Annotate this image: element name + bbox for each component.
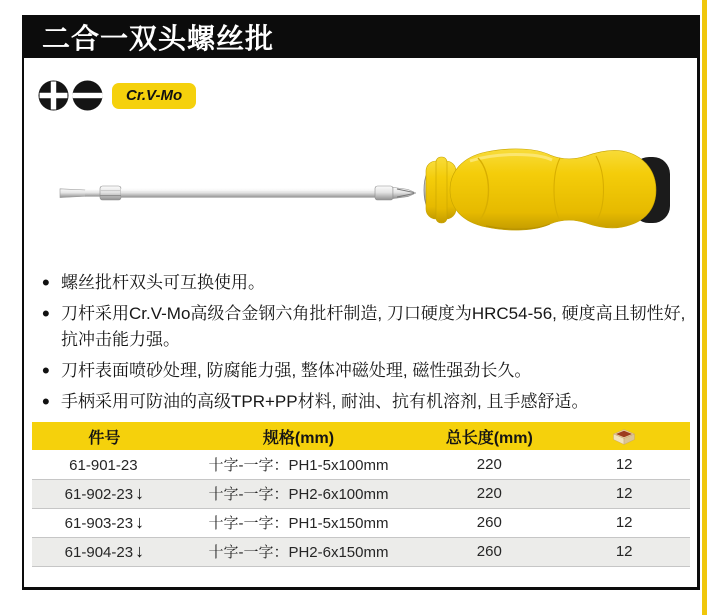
- table-row: [32, 450, 690, 479]
- column-header-length: 总长度(mm): [420, 422, 558, 450]
- spec-table: [32, 422, 690, 567]
- down-arrow-icon: ↓: [135, 483, 145, 503]
- down-arrow-icon: ↓: [135, 512, 145, 532]
- spec-table-header-row: [32, 422, 690, 450]
- drive-symbols-row: [38, 80, 196, 111]
- slotted-head-icon: [72, 80, 103, 111]
- qty-cell: 12: [558, 479, 690, 508]
- material-badge: Cr.V-Mo: [112, 83, 196, 109]
- qty-cell: 12: [558, 450, 690, 479]
- feature-item: • 手柄采用可防油的高级TPR+PP材料, 耐油、抗有机溶剂, 且手感舒适。: [40, 389, 688, 415]
- column-header-qty: [558, 422, 690, 450]
- screwdriver-handle: [424, 149, 670, 230]
- part-number-cell: 61-904-23 ↓: [32, 537, 177, 566]
- page-title: 二合一双头螺丝批: [42, 22, 275, 54]
- feature-list: [40, 270, 688, 420]
- spec-cell: 十字-一字：PH1-5x150mm: [177, 508, 420, 537]
- table-row: [32, 508, 690, 537]
- feature-item: • 螺丝批杆双头可互换使用。: [40, 270, 688, 296]
- length-cell: 220: [420, 450, 558, 479]
- page-edge-strip: [702, 0, 707, 615]
- screwdriver-shaft: [60, 186, 416, 200]
- column-header-spec: 规格(mm): [177, 422, 420, 450]
- spec-cell: 十字-一字：PH1-5x100mm: [177, 450, 420, 479]
- qty-cell: 12: [558, 537, 690, 566]
- phillips-head-icon: [38, 80, 69, 111]
- table-row: [32, 479, 690, 508]
- spec-cell: 十字-一字：PH2-6x150mm: [177, 537, 420, 566]
- part-number-cell: 61-902-23 ↓: [32, 479, 177, 508]
- product-title-bar: [22, 15, 700, 58]
- feature-item: • 刀杆采用Cr.V-Mo高级合金钢六角批杆制造, 刀口硬度为HRC54-56, 硬度高且韧性好, 抗冲击能力强。: [40, 301, 688, 353]
- qty-cell: 12: [558, 508, 690, 537]
- length-cell: 220: [420, 479, 558, 508]
- length-cell: 260: [420, 537, 558, 566]
- column-header-part-no: 件号: [32, 422, 177, 450]
- down-arrow-icon: ↓: [135, 541, 145, 561]
- box-icon: [612, 427, 636, 446]
- feature-item: • 刀杆表面喷砂处理, 防腐能力强, 整体冲磁处理, 磁性强劲长久。: [40, 358, 688, 384]
- length-cell: 260: [420, 508, 558, 537]
- product-content-box: [22, 58, 700, 590]
- spec-cell: 十字-一字：PH2-6x100mm: [177, 479, 420, 508]
- part-number-cell: 61-901-23: [32, 450, 177, 479]
- part-number-cell: 61-903-23 ↓: [32, 508, 177, 537]
- table-row: [32, 537, 690, 566]
